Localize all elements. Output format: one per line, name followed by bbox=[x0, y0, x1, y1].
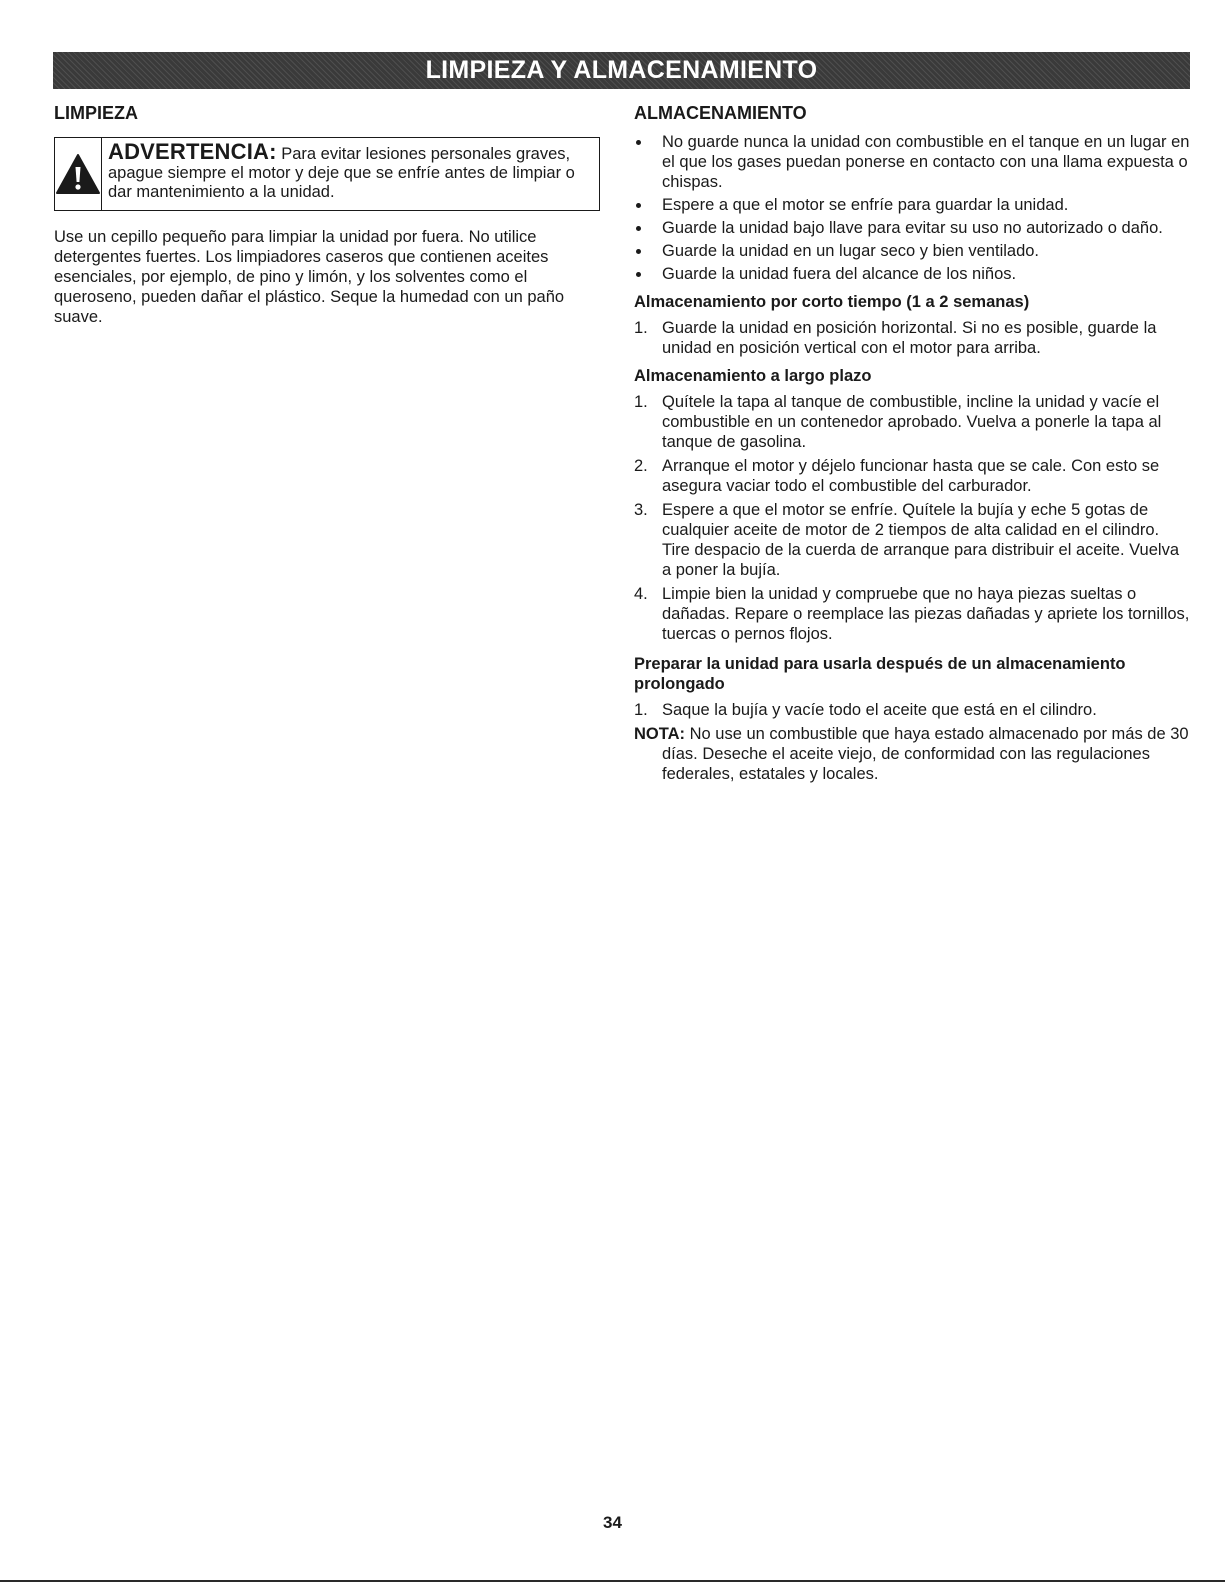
list-item: Guarde la unidad bajo llave para evitar su uso no autorizado o daño. bbox=[634, 218, 1190, 238]
cleaning-column bbox=[54, 102, 602, 327]
warning-title: ADVERTENCIA: bbox=[108, 139, 277, 164]
note-text: No use un combustible que haya estado almacenado por más de 30 días. Deseche el aceite viejo, de conformidad con las regulaciones federales, estatales y locales. bbox=[662, 725, 1189, 783]
page-number: 34 bbox=[603, 1513, 622, 1532]
bottom-rule bbox=[0, 1580, 1225, 1582]
list-item bbox=[634, 700, 1190, 720]
banner-title: LIMPIEZA Y ALMACENAMIENTO bbox=[425, 56, 818, 84]
warning-triangle-icon bbox=[55, 153, 101, 195]
warning-icon-cell bbox=[55, 138, 102, 210]
long-term-steps bbox=[634, 392, 1190, 644]
step-text: Arranque el motor y déjelo funcionar hasta que se cale. Con esto se asegura vaciar todo el combustible del carburador. bbox=[662, 457, 1160, 495]
note-label: NOTA: bbox=[634, 725, 686, 743]
step-number: 1. bbox=[634, 701, 648, 719]
list-item: Espere a que el motor se enfríe para guardar la unidad. bbox=[634, 195, 1190, 215]
warning-text bbox=[102, 138, 599, 210]
step-text: Saque la bujía y vacíe todo el aceite que está en el cilindro. bbox=[662, 701, 1097, 719]
warning-box bbox=[54, 137, 600, 211]
short-term-steps bbox=[634, 318, 1190, 358]
cleaning-body: Use un cepillo pequeño para limpiar la unidad por fuera. No utilice detergentes fuertes. Los limpiadores caseros que contienen aceites esenciales, por ejemplo, de pino y limón, y los solventes como el queroseno, pueden dañar el plástico. Seque la humedad con un paño suave. bbox=[54, 228, 565, 326]
step-text: Limpie bien la unidad y compruebe que no haya piezas sueltas o dañadas. Repare o reemplace las piezas dañadas y apriete los tornillos, tuercas o pernos flojos. bbox=[662, 585, 1190, 643]
step-number: 3. bbox=[634, 501, 648, 519]
list-item: Guarde la unidad fuera del alcance de los niños. bbox=[634, 264, 1190, 284]
list-item bbox=[634, 392, 1190, 452]
after-storage-steps bbox=[634, 700, 1190, 720]
list-item bbox=[634, 456, 1190, 496]
storage-heading: ALMACENAMIENTO bbox=[634, 103, 807, 123]
warning-message: Para evitar lesiones personales graves, apague siempre el motor y deje que se enfríe antes de limpiar o dar mantenimiento a la unidad. bbox=[108, 145, 575, 201]
short-term-heading: Almacenamiento por corto tiempo (1 a 2 semanas) bbox=[634, 293, 1030, 311]
step-text: Guarde la unidad en posición horizontal. Si no es posible, guarde la unidad en posición vertical con el motor para arriba. bbox=[662, 319, 1157, 357]
step-text: Espere a que el motor se enfríe. Quítele la bujía y eche 5 gotas de cualquier aceite de motor de 2 tiempos de alta calidad en el cilindro. Tire despacio de la cuerda de arranque para distribuir el aceite. Vuelva a poner la bujía. bbox=[662, 501, 1179, 579]
list-item bbox=[634, 500, 1190, 580]
list-item bbox=[634, 318, 1190, 358]
step-number: 1. bbox=[634, 393, 648, 411]
long-term-heading: Almacenamiento a largo plazo bbox=[634, 367, 872, 385]
list-item: No guarde nunca la unidad con combustible en el tanque en un lugar en el que los gases puedan ponerse en contacto con una llama expuesta o chispas. bbox=[634, 132, 1190, 192]
after-storage-heading: Preparar la unidad para usarla después de un almacenamiento prolongado bbox=[634, 655, 1126, 693]
step-number: 1. bbox=[634, 319, 648, 337]
cleaning-heading: LIMPIEZA bbox=[54, 103, 138, 123]
section-banner bbox=[53, 52, 1190, 89]
storage-column bbox=[634, 102, 1190, 784]
step-text: Quítele la tapa al tanque de combustible, incline la unidad y vacíe el combustible en un contenedor aprobado. Vuelva a ponerle la tapa al tanque de gasolina. bbox=[662, 393, 1162, 451]
storage-bullets bbox=[634, 132, 1190, 284]
list-item bbox=[634, 584, 1190, 644]
list-item: Guarde la unidad en un lugar seco y bien ventilado. bbox=[634, 241, 1190, 261]
storage-note bbox=[634, 724, 1190, 784]
step-number: 2. bbox=[634, 457, 648, 475]
step-number: 4. bbox=[634, 585, 648, 603]
